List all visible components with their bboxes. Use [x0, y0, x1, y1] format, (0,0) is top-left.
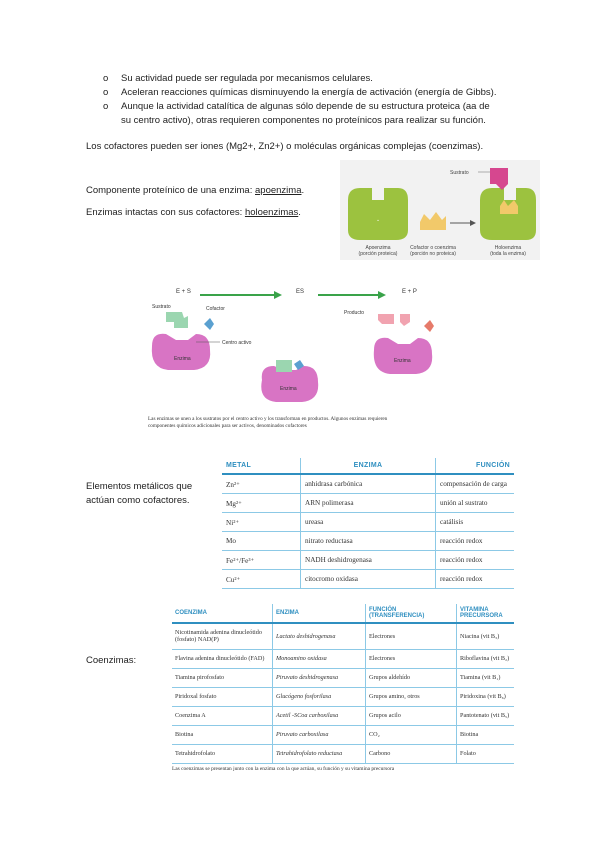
coenzima-cell: Biotina [172, 725, 273, 744]
es-label-3: E + P [402, 289, 417, 295]
coenzima-cell: Tiamina pirofosfato [172, 668, 273, 687]
bullet-text: Aceleran reacciones químicas disminuyendo la energía de activación (energía de Gibbs). [121, 87, 497, 98]
vitamina-cell: Folato [457, 744, 515, 763]
arrow-2-head [378, 291, 386, 299]
coenzima-cell: Tetrahidrofolato [172, 744, 273, 763]
figure2-caption-2: componentes químicos adicionales para ser activos, denominados cofactores [148, 423, 307, 429]
coenz-header: COENZIMA [172, 604, 273, 623]
coenz-header: FUNCIÓN (TRANSFERENCIA) [366, 604, 457, 623]
bullet-marker: o [103, 73, 109, 84]
table-row [172, 744, 514, 763]
enzima-cell: citocromo oxidasa [301, 570, 436, 589]
vitamina-cell: Riboflavina (vit B₂) [457, 649, 515, 668]
cofactor-label: Cofactor o coenzima [410, 245, 456, 251]
apoenzima-prefix: Componente proteínico de una enzima: [86, 185, 255, 196]
funcion-cell: Electrones [366, 649, 457, 668]
enzima-label: Enzima [280, 386, 297, 392]
table-row [172, 649, 514, 668]
arrow-1-head [274, 291, 282, 299]
metal-cell: Ni²⁺ [222, 513, 301, 532]
enzima-cell: Tetrahidrofolato reductasa [273, 744, 366, 763]
vitamina-cell: Tiamina (vit B₁) [457, 668, 515, 687]
metal-cell: Zn²⁺ [222, 474, 301, 494]
funcion-cell: Grupos aldehído [366, 668, 457, 687]
metal-table [222, 458, 514, 589]
enzima-cell: anhidrasa carbónica [301, 474, 436, 494]
holoenzima-suffix: . [298, 207, 301, 218]
funcion-cell: reacción redox [436, 570, 515, 589]
apoenzima-term: apoenzima [255, 185, 302, 196]
apoenzima-label: Apoenzima [365, 245, 391, 251]
coenzima-cell: Coenzima A [172, 706, 273, 725]
coenz-header: VITAMINA PRECURSORA [457, 604, 515, 623]
table-row [222, 551, 514, 570]
vitamina-cell: Niacina (vit B₃) [457, 623, 515, 649]
table-row [222, 494, 514, 513]
table-row [172, 687, 514, 706]
enzima-cell: Piruvato carboxilasa [273, 725, 366, 744]
producto-shape-2 [400, 314, 410, 326]
plus-sign: · [376, 215, 380, 226]
es-label-2: ES [296, 289, 305, 295]
coenzimas-label: Coenzimas: [86, 655, 137, 666]
enzima-cell: NADH deshidrogenasa [301, 551, 436, 570]
coenzimas-table [172, 604, 514, 764]
funcion-cell: unión al sustrato [436, 494, 515, 513]
holoenzima-term: holoenzimas [244, 207, 299, 218]
enzima-cell: nitrato reductasa [301, 532, 436, 551]
producto-label: Producto [344, 310, 365, 316]
bullet-text: su centro activo), otras requieren componentes no proteínicos para realizar su función. [121, 115, 486, 126]
apoenzima-suffix: . [301, 185, 305, 196]
funcion-cell: compensación de carga [436, 474, 515, 494]
coenzima-cell: Piridoxal fosfato [172, 687, 273, 706]
metal-label-line-2: actúan como cofactores. [86, 495, 190, 506]
centro-activo-label: Centro activo [222, 340, 252, 346]
bullet-marker: o [103, 101, 109, 112]
vitamina-cell: Pantotenato (vit B₅) [457, 706, 515, 725]
cofactor-shape [204, 318, 214, 330]
metal-header: ENZIMA [301, 458, 436, 474]
sustrato-bound [276, 360, 292, 372]
sustrato-label: Sustrato [152, 304, 171, 310]
funcion-cell: reacción redox [436, 532, 515, 551]
vitamina-cell: Biotina [457, 725, 515, 744]
holoenzima-sublabel: (toda la enzima) [490, 251, 526, 257]
enzima-cell: ureasa [301, 513, 436, 532]
es-label-1: E + S [176, 289, 191, 295]
metal-cell: Mo [222, 532, 301, 551]
funcion-cell: CO₂ [366, 725, 457, 744]
enzima-label: Enzima [394, 358, 411, 364]
coenzima-cell: Nicotinamida adenina dinucleótido (fosfato) NAD(P) [172, 623, 273, 649]
metal-header: METAL [222, 458, 301, 474]
figure2-caption-1: Las enzimas se unen a los sustratos por el centro activo y los transforman en productos. Algunos enzimas requieren [148, 416, 388, 422]
reaction-figure [148, 284, 448, 416]
table-row [222, 570, 514, 589]
metal-cell: Mg²⁺ [222, 494, 301, 513]
enzima-label: Enzima [174, 356, 191, 362]
metal-label-line-1: Elementos metálicos que [86, 481, 193, 492]
funcion-cell: reacción redox [436, 551, 515, 570]
apoenzima-line [86, 184, 304, 198]
bullet-2 [103, 86, 533, 100]
enzima-cell: Piruvato deshidrogenasa [273, 668, 366, 687]
cofactor-sublabel: (porción no proteica) [410, 251, 456, 257]
enzima-cell: Glucógeno fosforilasa [273, 687, 366, 706]
table-row [222, 474, 514, 494]
metal-header-row [222, 458, 514, 474]
sustrato-label: Sustrato [450, 170, 469, 176]
producto-shape-1 [378, 314, 394, 324]
table-row [222, 513, 514, 532]
funcion-cell: Grupos amino, otros [366, 687, 457, 706]
coenzima-cell: Flavina adenina dinucleótido (FAD) [172, 649, 273, 668]
enzima-shape-right [374, 338, 432, 374]
enzima-shape-left [152, 334, 210, 370]
cofactores-paragraph: Los cofactores pueden ser iones (Mg2+, Zn2+) o moléculas orgánicas complejas (coenzimas). [86, 141, 484, 152]
funcion-cell: Electrones [366, 623, 457, 649]
metal-cell: Fe²⁺/Fe³⁺ [222, 551, 301, 570]
holoenzima-label: Holoenzima [494, 245, 522, 251]
metal-label [86, 480, 216, 508]
bullet-1 [103, 72, 533, 86]
coenz-header-row [172, 604, 514, 623]
table-row [172, 668, 514, 687]
table-row [172, 623, 514, 649]
table-row [172, 725, 514, 744]
coenzimas-caption: Las coenzimas se presentan junto con la enzima con la que actúan, su función y su vitamina precursora [172, 766, 395, 772]
coenz-header: ENZIMA [273, 604, 366, 623]
bullet-marker: o [103, 87, 109, 98]
enzima-cell: ARN polimerasa [301, 494, 436, 513]
funcion-cell: Carbono [366, 744, 457, 763]
bullet-3-cont [121, 114, 541, 128]
holoenzima-line [86, 206, 301, 220]
cofactor-label: Cofactor [206, 306, 225, 312]
bullet-3 [103, 100, 543, 114]
enzima-cell: Lactato deshidrogenasa [273, 623, 366, 649]
enzima-cell: Acetil -SCoa carboxilasa [273, 706, 366, 725]
vitamina-cell: Piridoxina (vit B₆) [457, 687, 515, 706]
sustrato-shape [166, 312, 188, 328]
metal-cell: Cu²⁺ [222, 570, 301, 589]
holoenzima-prefix: Enzimas intactas con sus cofactores: [86, 207, 245, 218]
metal-header: FUNCIÓN [436, 458, 515, 474]
funcion-cell: Grupos acilo [366, 706, 457, 725]
table-row [172, 706, 514, 725]
enzima-cell: Monoamino oxidasa [273, 649, 366, 668]
bullet-text: Su actividad puede ser regulada por mecanismos celulares. [121, 73, 373, 84]
table-row [222, 532, 514, 551]
funcion-cell: catálisis [436, 513, 515, 532]
bullet-text: Aunque la actividad catalítica de algunas sólo depende de su estructura proteica (aa de [121, 101, 490, 112]
cofactor-free [424, 320, 434, 332]
holoenzima-figure [340, 160, 540, 260]
apoenzima-sublabel: (porción proteica) [358, 251, 398, 257]
